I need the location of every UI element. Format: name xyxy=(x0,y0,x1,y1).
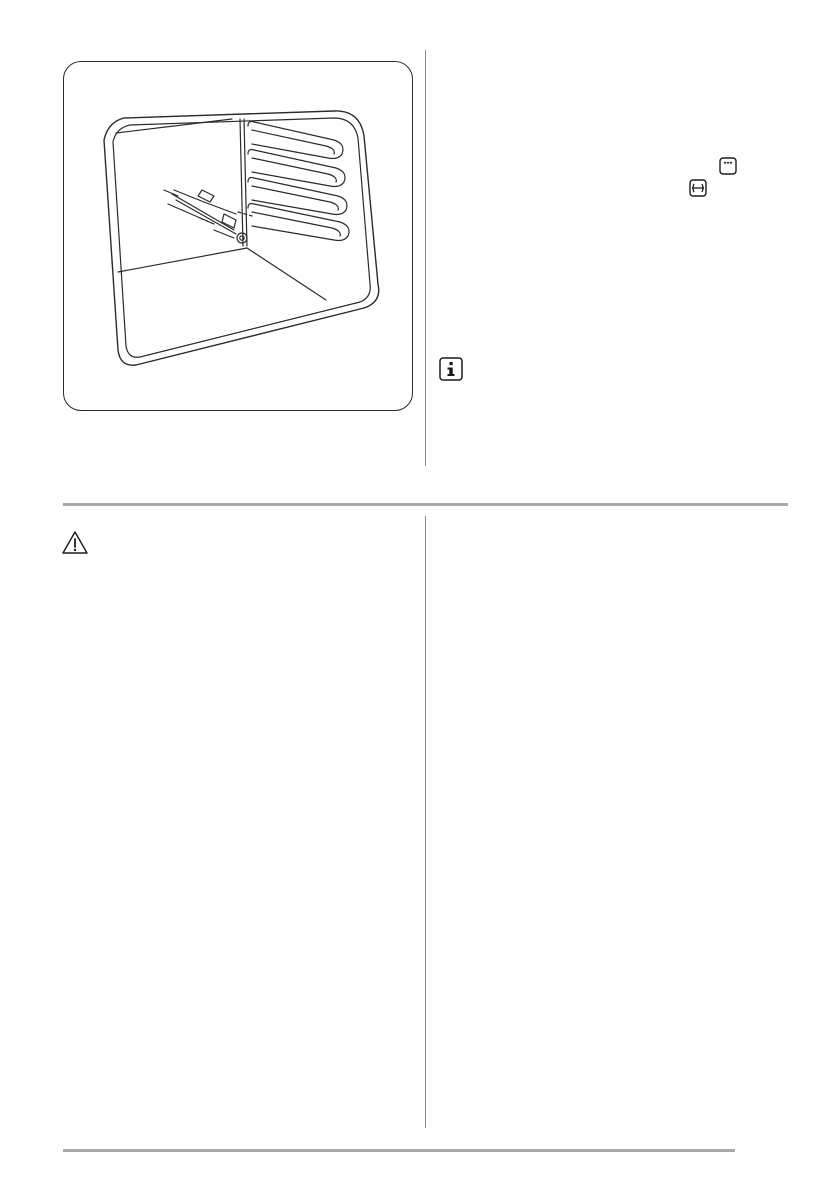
oven-light-icon xyxy=(719,157,737,175)
fan-heating-icon xyxy=(689,179,707,197)
column-divider-bottom xyxy=(425,516,426,1128)
oven-interior-drawing xyxy=(64,62,414,412)
info-icon xyxy=(439,357,463,381)
footer-rule xyxy=(63,1149,735,1152)
oven-illustration-figure xyxy=(63,61,413,411)
column-divider-top xyxy=(425,50,426,466)
warning-icon xyxy=(61,530,89,556)
section-divider xyxy=(63,503,788,506)
